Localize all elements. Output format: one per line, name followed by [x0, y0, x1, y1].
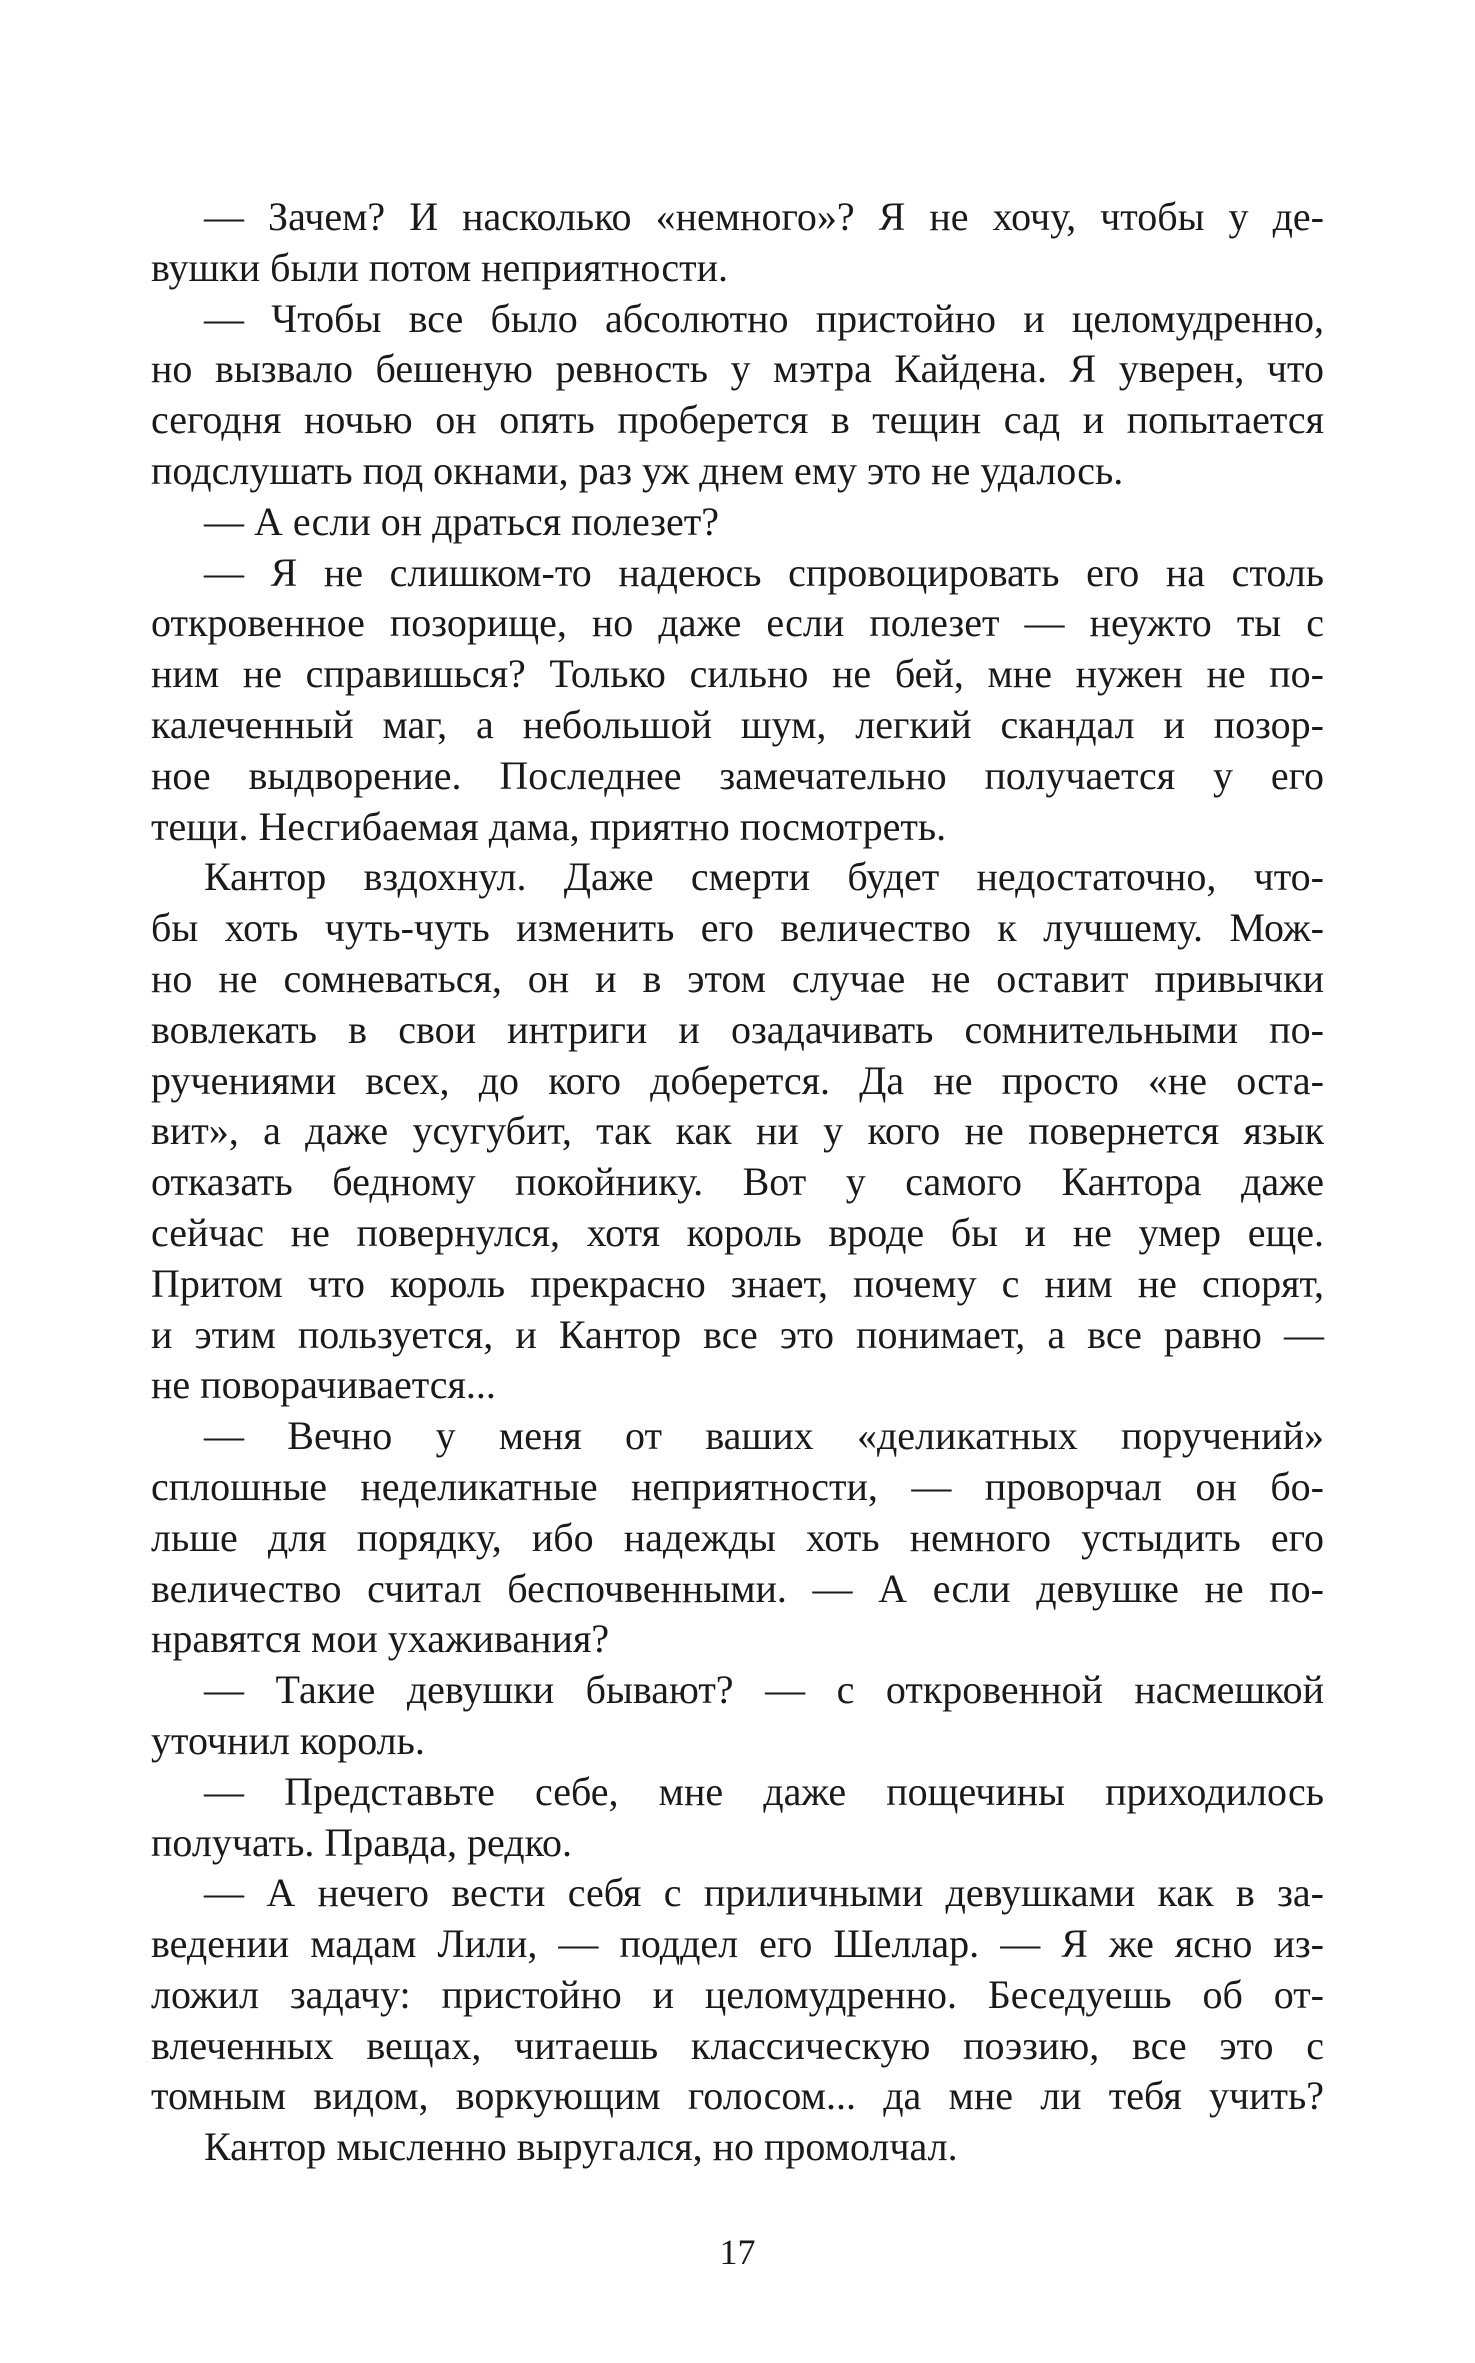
body-text [151, 192, 1324, 2173]
text-line: ное выдворение. Последнее замечательно получается у его [151, 752, 1324, 798]
text-line: влеченных вещах, читаешь классическую поэзию, все это с [151, 2022, 1324, 2068]
text-line: подслушать под окнами, раз уж днем ему это не удалось. [151, 447, 1124, 493]
text-line: получать. Правда, редко. [151, 1819, 573, 1865]
text-line: ведении мадам Лили, — поддел его Шеллар. — Я же ясно из- [151, 1921, 1324, 1967]
text-line: льше для порядку, ибо надежды хоть немного устыдить его [151, 1514, 1324, 1560]
text-line: сплошные неделикатные неприятности, — проворчал он бо- [151, 1463, 1324, 1509]
text-line: сейчас не повернулся, хотя король вроде бы и не умер еще. [151, 1209, 1324, 1255]
text-line: — Такие девушки бывают? — с откровенной насмешкой [204, 1667, 1324, 1713]
text-line: Кантор мысленно выругался, но промолчал. [204, 2124, 958, 2170]
text-line: — А нечего вести себя с приличными девушками как в за- [204, 1870, 1324, 1916]
text-line: — Вечно у меня от ваших «деликатных поручений» [204, 1413, 1324, 1459]
text-line: но не сомневаться, он и в этом случае не оставит привычки [151, 955, 1324, 1001]
text-line: величество считал беспочвенными. — А если девушке не по- [151, 1565, 1324, 1611]
text-line: томным видом, воркующим голосом... да мне ли тебя учить? [151, 2073, 1324, 2119]
text-line: нравятся мои ухаживания? [151, 1616, 610, 1662]
text-line: но вызвало бешеную ревность у мэтра Кайдена. Я уверен, что [151, 346, 1324, 392]
text-line: — Чтобы все было абсолютно пристойно и целомудренно, [204, 295, 1324, 341]
text-line: тещи. Несгибаемая дама, приятно посмотреть. [151, 803, 947, 849]
text-line: сегодня ночью он опять проберется в тещин сад и попытается [151, 397, 1324, 443]
text-line: вит», а даже усугубит, так как ни у кого не повернется язык [151, 1108, 1324, 1154]
text-line: и этим пользуется, и Кантор все это понимает, а все равно — [151, 1311, 1324, 1357]
text-line: вушки были потом неприятности. [151, 244, 729, 290]
text-line: откровенное позорище, но даже если полезет — неужто ты с [151, 600, 1324, 646]
text-line: — Представьте себе, мне даже пощечины приходилось [204, 1768, 1324, 1814]
text-line: — Зачем? И насколько «немного»? Я не хочу, чтобы у де- [204, 194, 1324, 239]
text-line: ручениями всех, до кого доберется. Да не просто «не оста- [151, 1057, 1324, 1103]
text-line: Кантор вздохнул. Даже смерти будет недостаточно, что- [204, 854, 1324, 900]
text-line: бы хоть чуть-чуть изменить его величество к лучшему. Мож- [151, 905, 1324, 951]
text-line: ним не справишься? Только сильно не бей, мне нужен не по- [151, 651, 1324, 697]
text-line: — А если он драться полезет? [204, 498, 719, 544]
text-line: отказать бедному покойнику. Вот у самого Кантора даже [151, 1159, 1324, 1205]
text-line: уточнил король. [151, 1717, 425, 1763]
text-line: ложил задачу: пристойно и целомудренно. Беседуешь об от- [151, 1971, 1324, 2017]
text-line: вовлекать в свои интриги и озадачивать сомнительными по- [151, 1006, 1324, 1052]
text-line: калеченный маг, а небольшой шум, легкий скандал и позор- [151, 701, 1324, 747]
text-line: Притом что король прекрасно знает, почему с ним не спорят, [151, 1260, 1324, 1306]
page-number: 17 [719, 2232, 756, 2272]
text-line: не поворачивается... [151, 1362, 496, 1408]
text-line: — Я не слишком-то надеюсь спровоцировать его на столь [204, 549, 1324, 595]
